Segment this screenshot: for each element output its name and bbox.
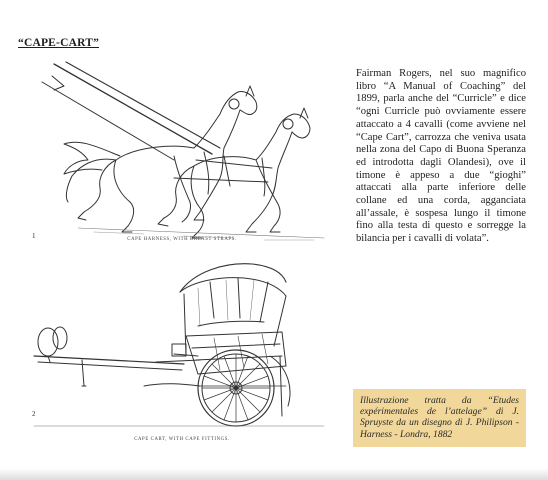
figure-2-cart-drawing — [34, 264, 324, 426]
figure-1-caption: CAPE HARNESS, WITH BREAST STRAPS. — [127, 237, 237, 242]
illustration-plate — [24, 56, 340, 452]
figure-2-number: 2 — [32, 410, 36, 418]
body-paragraph: Fairman Rogers, nel suo magnifico libro “A Manual of Coaching” del 1899, parla anche del “Curricle” e dice “ogni Curricle può ovviamente essere attaccato a 4 cavalli (come avviene nel “Cape Cart”, carrozza che veniva usata nella zona del Capo di Buona Speranza ed introdotta dagli Olandesi), ove il timone è appeso a due “gioghi” attaccati alla parte inferiore delle collane ed una corda, agganciata all’assale, è sospesa lungo il timone fino alla testa di questo e sorregge la bilancia per i cavalli di volata”. — [356, 68, 526, 245]
figure-1-number: 1 — [32, 232, 36, 240]
page-heading: “CAPE-CART” — [18, 37, 100, 49]
caption-box — [353, 389, 526, 447]
figure-1-horses-drawing — [42, 62, 324, 240]
cape-cart-illustration — [24, 56, 340, 452]
figure-2-caption: CAPE CART, WITH CAPE FITTINGS. — [134, 437, 230, 442]
illustration-caption: Illustrazione tratta da “Etudes expérimentales de l’attelage” di J. Spruyste da un disegno di J. Philipson - Harness - Londra, 1882 — [360, 395, 519, 440]
